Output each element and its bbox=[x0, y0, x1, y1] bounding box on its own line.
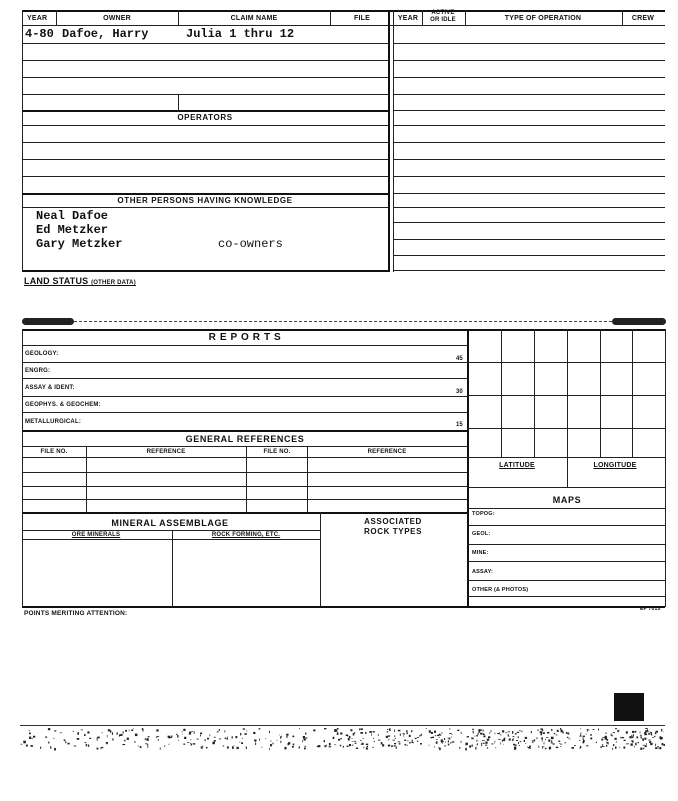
operators-title: OPERATORS bbox=[177, 113, 233, 122]
land-status-title: LAND STATUS bbox=[24, 276, 89, 286]
ore-minerals-label: ORE MINERALS bbox=[71, 532, 121, 538]
knowledge-title: OTHER PERSONS HAVING KNOWLEDGE bbox=[117, 196, 293, 205]
col-reference-2: REFERENCE bbox=[367, 449, 407, 455]
land-status-sub: (OTHER DATA) bbox=[91, 280, 136, 286]
grid-number-45: 45 bbox=[456, 356, 463, 362]
scan-corner-mark bbox=[614, 693, 644, 721]
col-reference-1: REFERENCE bbox=[146, 449, 186, 455]
maps-title: MAPS bbox=[552, 495, 582, 505]
maps-topog: TOPOG: bbox=[472, 511, 495, 517]
maps-mine: MINE: bbox=[472, 550, 489, 556]
ink-smudge-left bbox=[22, 318, 74, 325]
rock-forming-label: ROCK FORMING, ETC. bbox=[211, 532, 281, 538]
header-active-label: ACTIVE bbox=[431, 10, 455, 16]
associated-label: ASSOCIATED bbox=[364, 517, 422, 526]
report-metallurgical: METALLURGICAL: bbox=[25, 419, 82, 425]
rock-types-label: ROCK TYPES bbox=[363, 527, 423, 536]
report-engrg: ENGRG: bbox=[25, 368, 51, 374]
header-year: YEAR bbox=[27, 15, 48, 22]
longitude-label: LONGITUDE bbox=[593, 462, 637, 469]
points-meriting-attention: POINTS MERITING ATTENTION: bbox=[24, 610, 128, 617]
maps-other: OTHER (& PHOTOS) bbox=[472, 587, 529, 593]
general-references-title: GENERAL REFERENCES bbox=[185, 434, 305, 444]
entry-claim-name: Julia 1 thru 12 bbox=[186, 27, 295, 41]
header-year-2: YEAR bbox=[397, 15, 419, 22]
reports-title: R E P O R T S bbox=[208, 332, 282, 343]
scan-noise-band bbox=[20, 722, 665, 762]
knowledge-person-2: Ed Metzker bbox=[36, 223, 109, 237]
land-status-label bbox=[24, 276, 136, 286]
report-geology: GEOLOGY: bbox=[25, 351, 59, 357]
maps-geol: GEOL: bbox=[472, 531, 491, 537]
entry-owner: Dafoe, Harry bbox=[62, 27, 149, 41]
form-number: EP 7015 bbox=[640, 606, 661, 612]
header-claim-name: CLAIM NAME bbox=[230, 15, 278, 22]
header-owner: OWNER bbox=[103, 15, 131, 22]
entry-year: 4-80 bbox=[25, 27, 54, 41]
header-file: FILE bbox=[354, 15, 370, 22]
maps-assay: ASSAY: bbox=[472, 569, 494, 575]
mineral-assemblage-title: MINERAL ASSEMBLAGE bbox=[111, 518, 229, 528]
associated-rock-types bbox=[364, 517, 422, 537]
latitude-label: LATITUDE bbox=[499, 462, 535, 469]
report-geophys: GEOPHYS. & GEOCHEM: bbox=[25, 402, 101, 408]
ink-smudge-right bbox=[612, 318, 666, 325]
knowledge-note: co-owners bbox=[218, 237, 283, 251]
col-file-no-1: FILE NO. bbox=[40, 449, 68, 455]
header-crew: CREW bbox=[631, 15, 655, 22]
report-assay: ASSAY & IDENT: bbox=[25, 385, 75, 391]
grid-number-30: 30 bbox=[456, 389, 463, 395]
knowledge-person-3: Gary Metzker bbox=[36, 237, 123, 251]
header-type-of-operation: TYPE OF OPERATION bbox=[504, 15, 582, 22]
header-active-idle bbox=[430, 10, 456, 24]
header-idle-label: OR IDLE bbox=[430, 17, 456, 23]
grid-number-15: 15 bbox=[456, 422, 463, 428]
col-file-no-2: FILE NO. bbox=[263, 449, 291, 455]
knowledge-person-1: Neal Dafoe bbox=[36, 209, 109, 223]
